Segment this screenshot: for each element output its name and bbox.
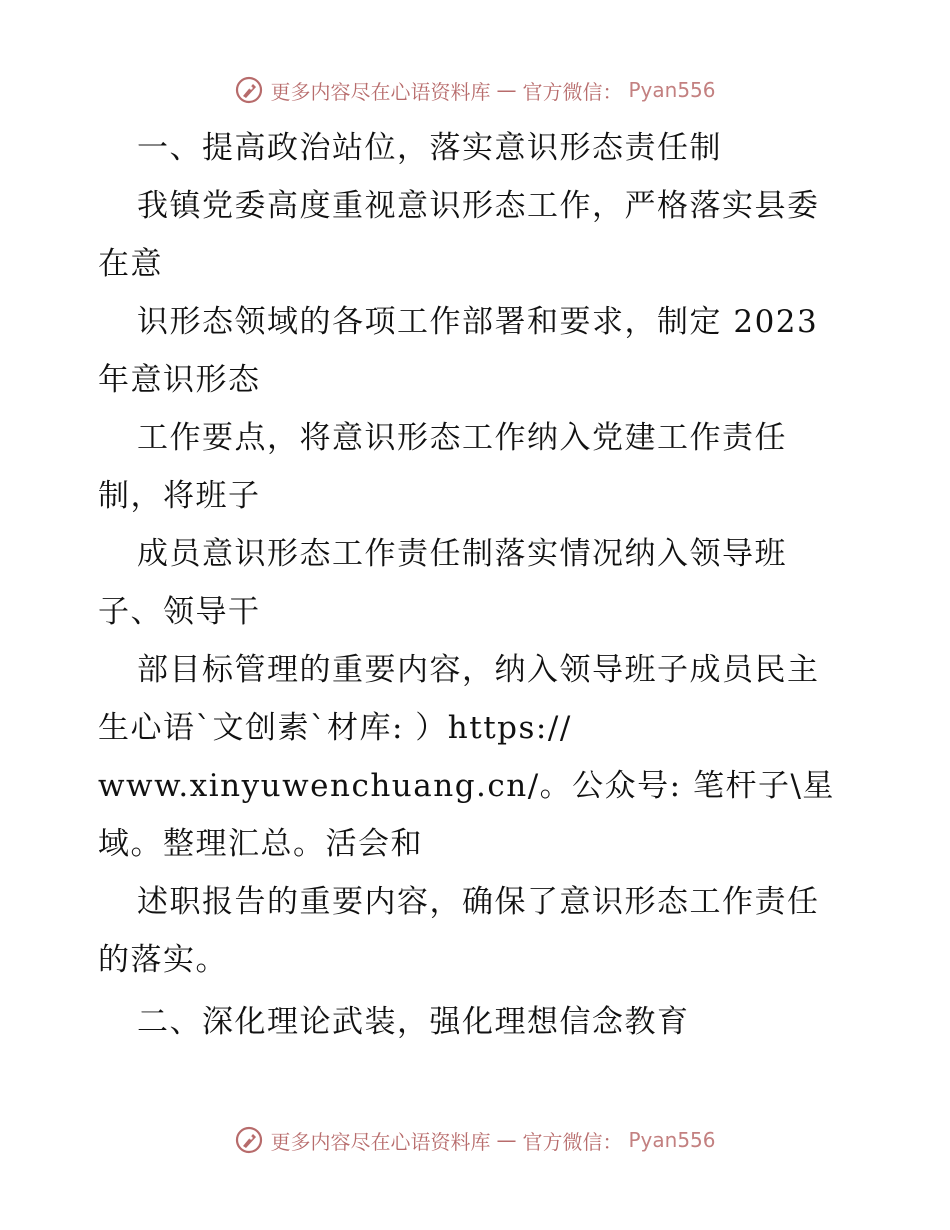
body-line: 子、领导干 (98, 594, 261, 630)
pen-nib-circle-icon (234, 1125, 264, 1155)
body-line: 的落实。 (98, 942, 228, 978)
watermark-text: 更多内容尽在心语资料库 (270, 1129, 491, 1154)
body-line: 我镇党委高度重视意识形态工作，严格落实县委 (137, 188, 820, 224)
watermark-separator: — (496, 78, 517, 102)
body-line: 域。整理汇总。活会和 (98, 826, 423, 862)
body-line: 部目标管理的重要内容，纳入领导班子成员民主 (137, 652, 820, 688)
watermark-wechat-id: Pyan556 (628, 78, 716, 102)
section-heading-1: 一、提高政治站位，落实意识形态责任制 (137, 130, 722, 166)
body-line: 制，将班子 (98, 478, 261, 514)
watermark-suffix: 官方微信： (522, 79, 623, 104)
watermark-separator: — (496, 1128, 517, 1152)
body-line: 在意 (98, 246, 163, 282)
watermark-suffix: 官方微信： (522, 1129, 623, 1154)
watermark-text: 更多内容尽在心语资料库 (270, 79, 491, 104)
body-line: 年意识形态 (98, 362, 261, 398)
header-watermark (0, 70, 950, 110)
watermark-wechat-id: Pyan556 (628, 1128, 716, 1152)
footer-watermark (0, 1120, 950, 1160)
body-line: www.xinyuwenchuang.cn/。公众号: 笔杆子\星 (98, 768, 835, 804)
body-line: 述职报告的重要内容，确保了意识形态工作责任 (137, 884, 820, 920)
body-line: 成员意识形态工作责任制落实情况纳入领导班 (137, 536, 787, 572)
body-line: 工作要点，将意识形态工作纳入党建工作责任 (137, 420, 787, 456)
section-heading-2: 二、深化理论武装，强化理想信念教育 (137, 1004, 690, 1040)
body-line: 识形态领域的各项工作部署和要求，制定 2023 (137, 304, 819, 340)
body-line: 生心语`文创素`材库: ）https:// (98, 710, 572, 746)
pen-nib-circle-icon (234, 75, 264, 105)
